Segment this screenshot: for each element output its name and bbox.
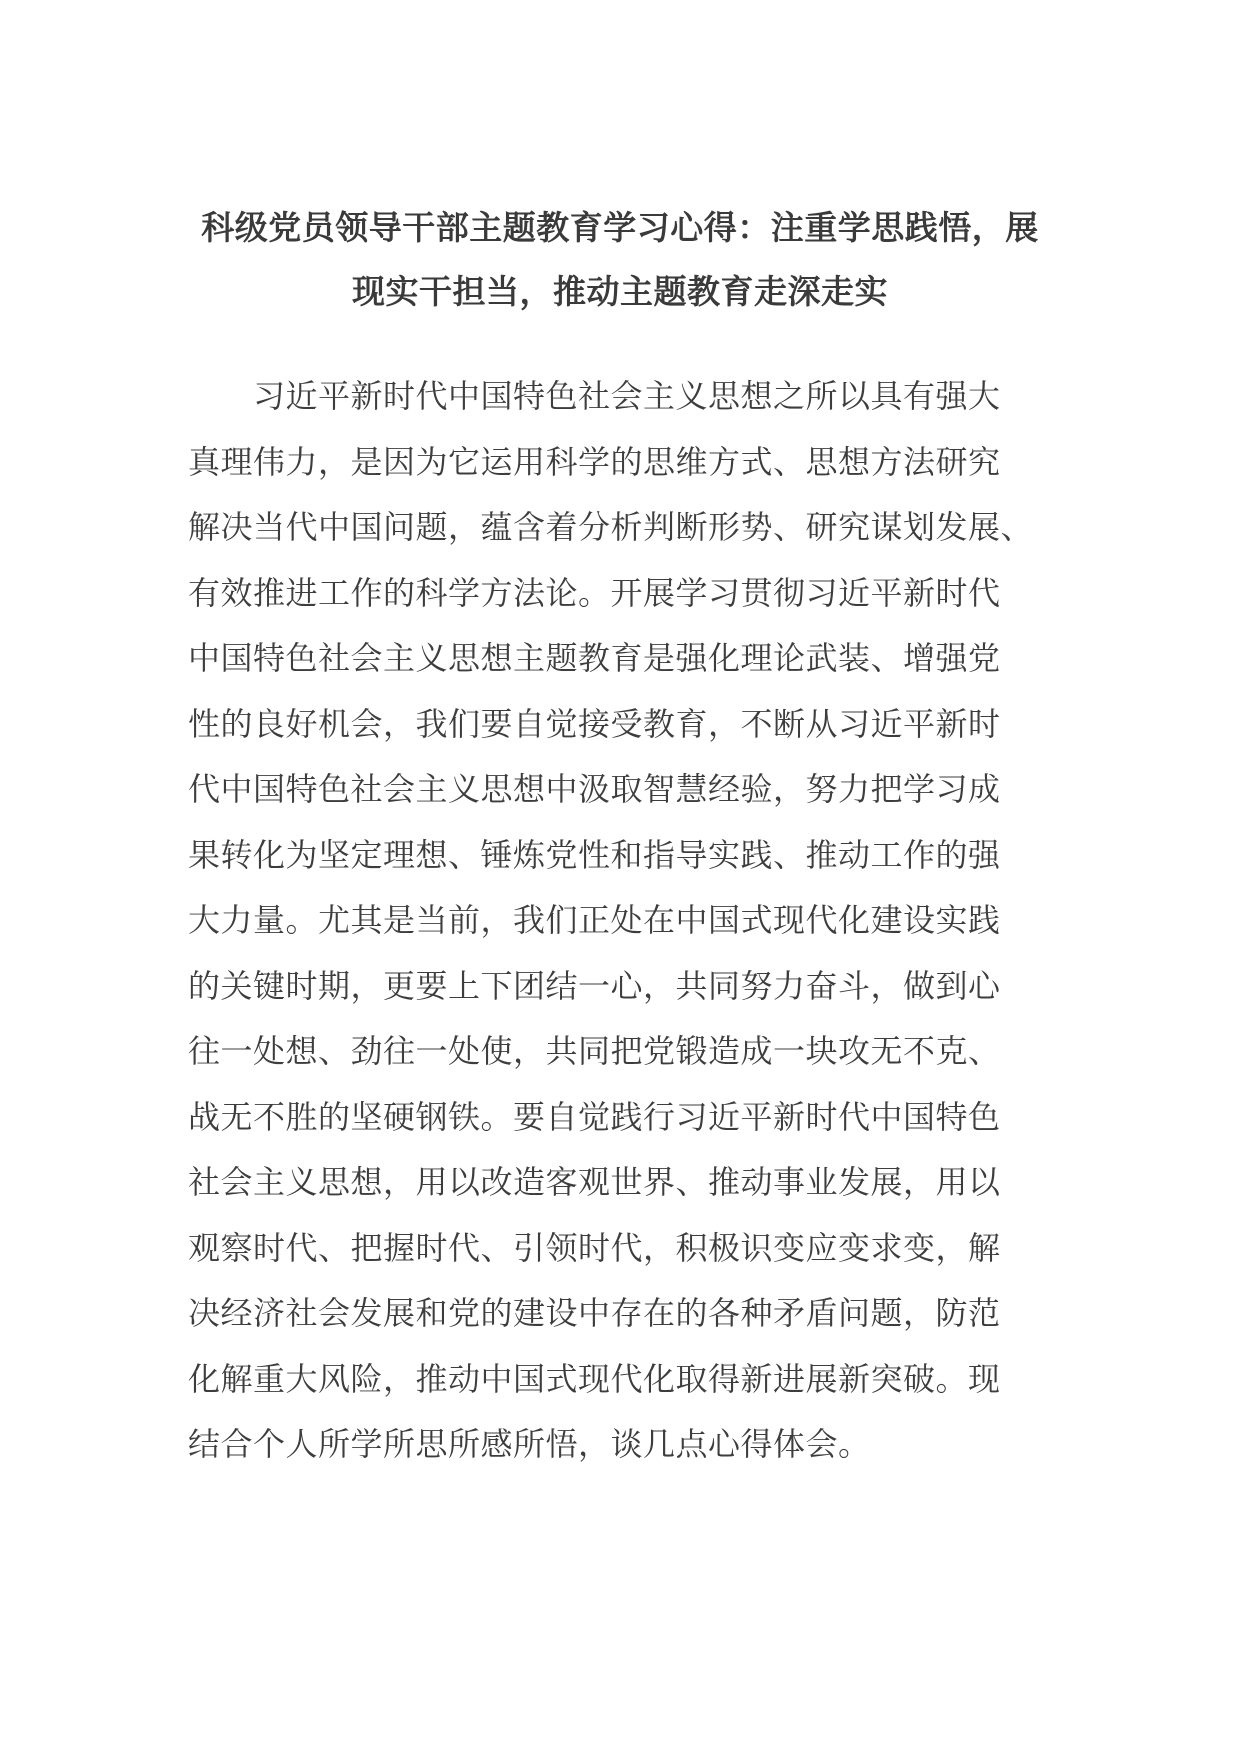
body-line: 的关键时期，更要上下团结一心，共同努力奋斗，做到心 bbox=[188, 966, 1001, 1005]
body-line: 化解重大风险，推动中国式现代化取得新进展新突破。现 bbox=[188, 1359, 1001, 1398]
body-line: 习近平新时代中国特色社会主义思想之所以具有强大 bbox=[188, 377, 1001, 415]
body-line: 大力量。尤其是当前，我们正处在中国式现代化建设实践 bbox=[188, 901, 1001, 939]
body-line: 代中国特色社会主义思想中汲取智慧经验，努力把学习成 bbox=[188, 770, 1001, 808]
body-line: 决经济社会发展和党的建设中存在的各种矛盾问题，防范 bbox=[188, 1294, 1001, 1332]
title-line: 科级党员领导干部主题教育学习心得：注重学思践悟，展 bbox=[201, 208, 1039, 247]
title-line: 现实干担当，推动主题教育走深走实 bbox=[352, 272, 888, 311]
body-line: 战无不胜的坚硬钢铁。要自觉践行习近平新时代中国特色 bbox=[188, 1097, 1001, 1136]
body-line: 性的良好机会，我们要自觉接受教育，不断从习近平新时 bbox=[188, 704, 1001, 743]
document-title bbox=[190, 196, 1050, 324]
body-line: 解决当代中国问题，蕴含着分析判断形势、研究谋划发展、 bbox=[188, 508, 1034, 546]
body-line: 观察时代、把握时代、引领时代，积极识变应变求变，解 bbox=[188, 1228, 1001, 1267]
body-line: 中国特色社会主义思想主题教育是强化理论武装、增强党 bbox=[188, 639, 1001, 677]
body-line: 有效推进工作的科学方法论。开展学习贯彻习近平新时代 bbox=[188, 573, 1001, 612]
body-line: 真理伟力，是因为它运用科学的思维方式、思想方法研究 bbox=[188, 442, 1001, 481]
document-body bbox=[188, 364, 1068, 1478]
body-line: 社会主义思想，用以改造客观世界、推动事业发展，用以 bbox=[188, 1163, 1001, 1201]
body-line: 往一处想、劲往一处使，共同把党锻造成一块攻无不克、 bbox=[188, 1032, 1001, 1070]
body-line: 结合个人所学所思所感所悟，谈几点心得体会。 bbox=[188, 1425, 871, 1463]
body-line: 果转化为坚定理想、锤炼党性和指导实践、推动工作的强 bbox=[188, 835, 1001, 874]
